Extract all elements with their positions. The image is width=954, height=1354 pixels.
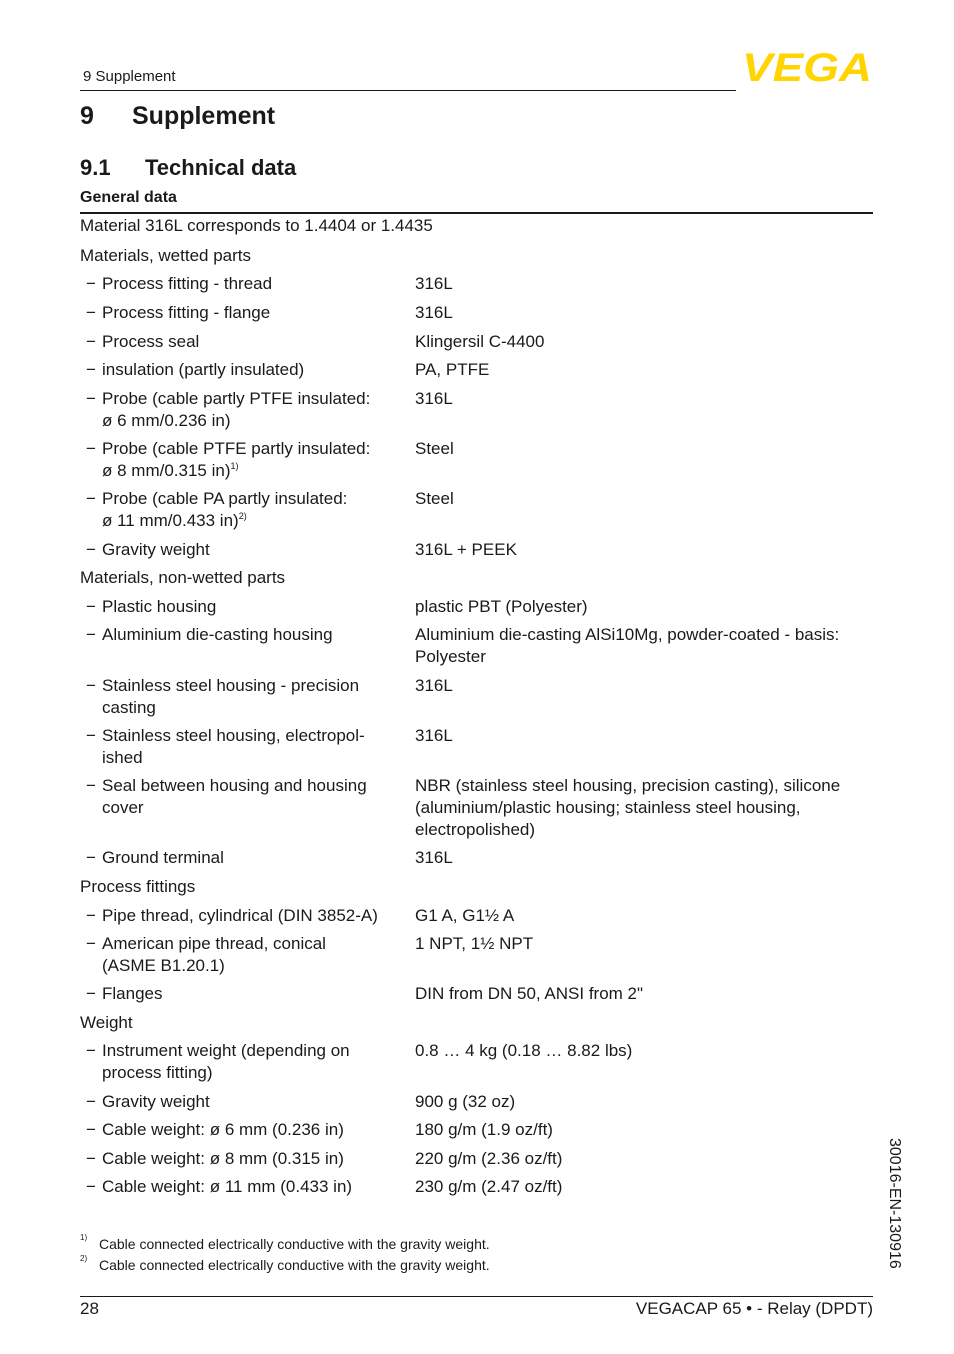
row-label bbox=[102, 1040, 400, 1084]
running-header: 9 Supplement bbox=[83, 68, 176, 85]
row-label: Plastic housing bbox=[102, 597, 217, 616]
footer-divider bbox=[80, 1296, 873, 1297]
row-label bbox=[102, 438, 400, 482]
dash-marker: − bbox=[86, 1177, 96, 1196]
row-value: G1 A, G1½ A bbox=[415, 906, 515, 925]
group-fittings-label: Process fittings bbox=[80, 877, 196, 896]
dash-marker: − bbox=[86, 389, 96, 408]
dash-marker: − bbox=[86, 676, 96, 695]
row-value: 180 g/m (1.9 oz/ft) bbox=[415, 1120, 553, 1139]
row-label: Process seal bbox=[102, 332, 200, 351]
footnote-ref: 1) bbox=[230, 461, 239, 471]
row-value: 316L bbox=[415, 274, 453, 293]
material-note: Material 316L corresponds to 1.4404 or 1.4435 bbox=[80, 216, 433, 235]
group-nonwetted-label: Materials, non-wetted parts bbox=[80, 568, 286, 587]
row-value: plastic PBT (Polyester) bbox=[415, 597, 588, 616]
footnote-text: Cable connected electrically conductive with the gravity weight. bbox=[99, 1236, 490, 1252]
row-value: 220 g/m (2.36 oz/ft) bbox=[415, 1149, 563, 1168]
row-label-line: Probe (cable partly PTFE insulated: bbox=[102, 389, 371, 408]
row-label-line: Probe (cable PTFE partly insulated: bbox=[102, 439, 371, 458]
dash-marker: − bbox=[86, 540, 96, 559]
row-label-line: ø 11 mm/0.433 in) bbox=[102, 511, 239, 530]
chapter-number: 9 bbox=[80, 102, 94, 130]
row-value-line: (aluminium/plastic housing; stainless steel housing, bbox=[415, 798, 801, 817]
footnote-text: Cable connected electrically conductive with the gravity weight. bbox=[99, 1257, 490, 1273]
row-value: Steel bbox=[415, 439, 454, 458]
document-title: VEGACAP 65 • - Relay (DPDT) bbox=[635, 1299, 873, 1318]
row-label-line: cover bbox=[102, 798, 144, 817]
row-value-line: Aluminium die-casting AlSi10Mg, powder-coated - basis: bbox=[415, 625, 840, 644]
dash-marker: − bbox=[86, 360, 96, 379]
row-value: 1 NPT, 1½ NPT bbox=[415, 934, 534, 953]
row-label-line: Stainless steel housing - precision bbox=[102, 676, 360, 695]
subheading: General data bbox=[80, 189, 177, 206]
row-label-line: ished bbox=[102, 748, 143, 767]
dash-marker: − bbox=[86, 625, 96, 644]
row-value: 316L bbox=[415, 303, 453, 322]
dash-marker: − bbox=[86, 274, 96, 293]
footnote-mark: 1) bbox=[80, 1233, 88, 1242]
footnote-mark: 2) bbox=[80, 1254, 88, 1263]
dash-marker: − bbox=[86, 332, 96, 351]
row-value-line: NBR (stainless steel housing, precision casting), silicone bbox=[415, 776, 841, 795]
row-label-line: Probe (cable PA partly insulated: bbox=[102, 489, 348, 508]
row-value bbox=[415, 624, 875, 668]
row-value: 316L + PEEK bbox=[415, 540, 517, 559]
dash-marker: − bbox=[86, 848, 96, 867]
document-code: 30016-EN-130916 bbox=[886, 1138, 903, 1269]
dash-marker: − bbox=[86, 934, 96, 953]
row-value: PA, PTFE bbox=[415, 360, 490, 379]
row-value-line: Polyester bbox=[415, 647, 486, 666]
dash-marker: − bbox=[86, 906, 96, 925]
dash-marker: − bbox=[86, 489, 96, 508]
row-label-line: Stainless steel housing, electropol- bbox=[102, 726, 365, 745]
page-number: 28 bbox=[80, 1299, 99, 1318]
row-value bbox=[415, 775, 875, 841]
row-value: DIN from DN 50, ANSI from 2" bbox=[415, 984, 644, 1003]
row-label-line: Instrument weight (depending on bbox=[102, 1041, 350, 1060]
row-label: Aluminium die-casting housing bbox=[102, 625, 333, 644]
row-value: 316L bbox=[415, 726, 453, 745]
dash-marker: − bbox=[86, 726, 96, 745]
row-label: Ground terminal bbox=[102, 848, 224, 867]
row-label bbox=[102, 488, 400, 532]
row-value: 0.8 … 4 kg (0.18 … 8.82 lbs) bbox=[415, 1041, 633, 1060]
row-label: Gravity weight bbox=[102, 1092, 210, 1111]
row-label: Cable weight: ø 11 mm (0.433 in) bbox=[102, 1177, 353, 1196]
dash-marker: − bbox=[86, 776, 96, 795]
row-label-line: casting bbox=[102, 698, 156, 717]
row-label: Pipe thread, cylindrical (DIN 3852-A) bbox=[102, 906, 378, 925]
row-label bbox=[102, 388, 400, 432]
row-label bbox=[102, 675, 400, 719]
row-value: Klingersil C-4400 bbox=[415, 332, 545, 351]
dash-marker: − bbox=[86, 1120, 96, 1139]
row-label-line: ø 6 mm/0.236 in) bbox=[102, 411, 231, 430]
row-label-line: (ASME B1.20.1) bbox=[102, 956, 225, 975]
vega-logo bbox=[741, 50, 873, 84]
logo-text: VEGA bbox=[742, 50, 872, 84]
footnote-ref: 2) bbox=[238, 511, 247, 521]
chapter-title: Supplement bbox=[132, 102, 276, 130]
dash-marker: − bbox=[86, 1149, 96, 1168]
section-title: Technical data bbox=[145, 155, 297, 180]
row-label-line: American pipe thread, conical bbox=[102, 934, 326, 953]
row-label: Cable weight: ø 8 mm (0.315 in) bbox=[102, 1149, 344, 1168]
row-label bbox=[102, 725, 400, 769]
dash-marker: − bbox=[86, 984, 96, 1003]
dash-marker: − bbox=[86, 303, 96, 322]
row-label-line: Seal between housing and housing bbox=[102, 776, 367, 795]
dash-marker: − bbox=[86, 1092, 96, 1111]
header-divider bbox=[80, 90, 736, 91]
row-label: Process fitting - flange bbox=[102, 303, 271, 322]
section-heading bbox=[80, 155, 296, 181]
row-value-line: electropolished) bbox=[415, 820, 536, 839]
row-label: Cable weight: ø 6 mm (0.236 in) bbox=[102, 1120, 344, 1139]
row-label: Flanges bbox=[102, 984, 163, 1003]
row-value: 316L bbox=[415, 389, 453, 408]
dash-marker: − bbox=[86, 1041, 96, 1060]
row-value: Steel bbox=[415, 489, 454, 508]
row-value: 316L bbox=[415, 848, 453, 867]
section-number: 9.1 bbox=[80, 155, 111, 180]
subheading-divider bbox=[80, 212, 873, 214]
row-label-line: process fitting) bbox=[102, 1063, 213, 1082]
row-value: 900 g (32 oz) bbox=[415, 1092, 516, 1111]
dash-marker: − bbox=[86, 597, 96, 616]
chapter-heading bbox=[80, 102, 275, 131]
row-label bbox=[102, 933, 400, 977]
dash-marker: − bbox=[86, 439, 96, 458]
row-label-line: ø 8 mm/0.315 in) bbox=[102, 461, 231, 480]
row-label bbox=[102, 775, 400, 819]
group-wetted-label: Materials, wetted parts bbox=[80, 246, 252, 265]
row-label: Gravity weight bbox=[102, 540, 210, 559]
group-weight-label: Weight bbox=[80, 1013, 133, 1032]
row-value: 230 g/m (2.47 oz/ft) bbox=[415, 1177, 563, 1196]
row-value: 316L bbox=[415, 676, 453, 695]
row-label: Process fitting - thread bbox=[102, 274, 273, 293]
row-label: insulation (partly insulated) bbox=[102, 360, 305, 379]
